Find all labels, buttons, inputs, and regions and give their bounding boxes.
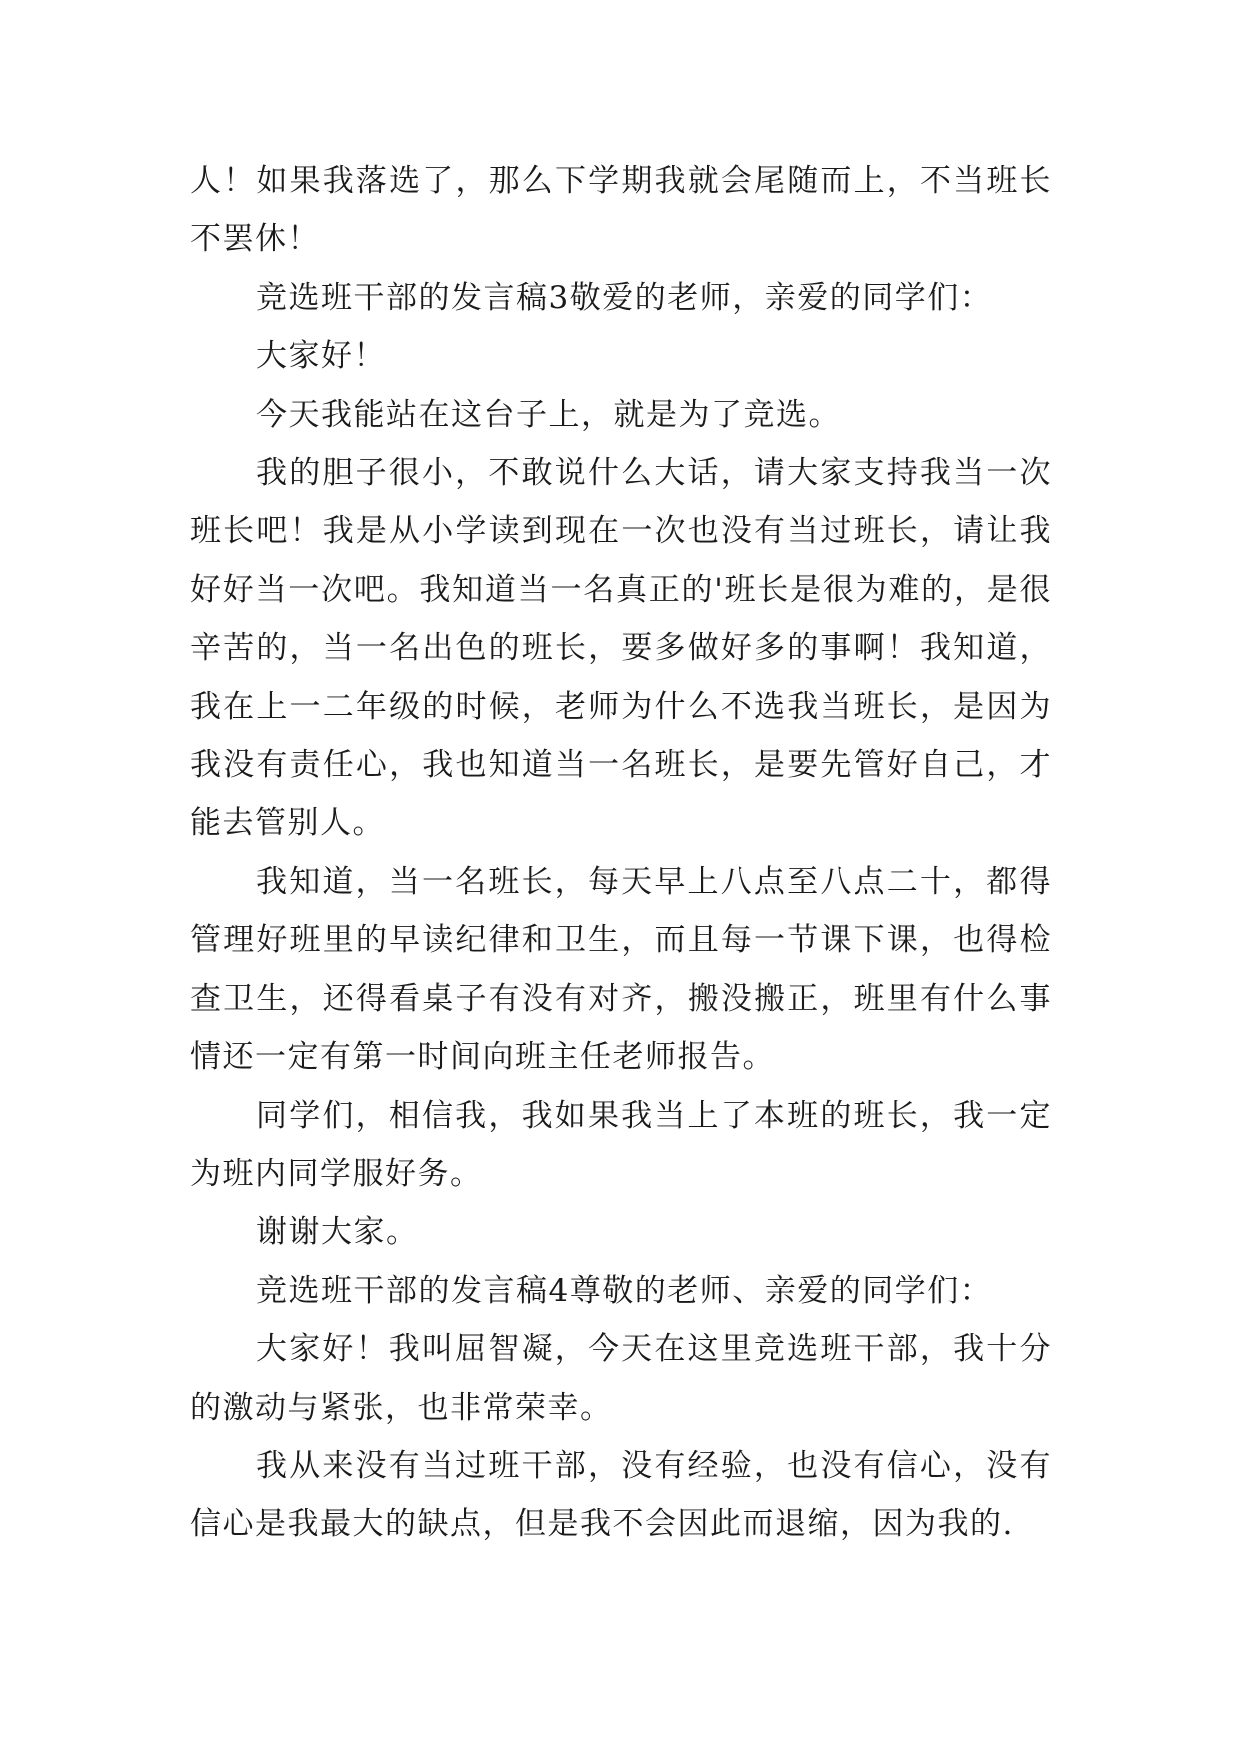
paragraph-7: 同学们，相信我，我如果我当上了本班的班长，我一定为班内同学服好务。 [190, 1097, 1052, 1192]
paragraph-11: 我从来没有当过班干部，没有经验，也没有信心，没有信心是我最大的缺点，但是我不会因此而退缩，因为我的. [190, 1447, 1052, 1543]
paragraph-10: 大家好！我叫屈智凝，今天在这里竞选班干部，我十分的激动与紧张，也非常荣幸。 [190, 1331, 1052, 1426]
paragraph-3-greeting: 大家好！ [256, 338, 386, 375]
paragraph-4: 今天我能站在这台子上，就是为了竞选。 [256, 396, 841, 433]
paragraph-5: 我的胆子很小，不敢说什么大话，请大家支持我当一次班长吧！我是从小学读到现在一次也没有当过班长，请让我好好当一次吧。我知道当一名真正的'班长是很为难的，是很辛苦的，当一名出色的班长，要多做好多的事啊！我知道，我在上一二年级的时候，老师为什么不选我当班长，是因为我没有责任心，我也知道当一名班长，是要先管好自己，才能去管别人。 [190, 455, 1052, 842]
paragraph-9-heading: 竞选班干部的发言稿4尊敬的老师、亲爱的同学们： [256, 1272, 993, 1309]
paragraph-8-thanks: 谢谢大家。 [256, 1214, 419, 1251]
paragraph-2-heading: 竞选班干部的发言稿3敬爱的老师，亲爱的同学们： [256, 279, 993, 316]
paragraph-1: 人！如果我落选了，那么下学期我就会尾随而上，不当班长不罢休！ [190, 163, 1052, 258]
paragraph-6: 我知道，当一名班长，每天早上八点至八点二十，都得管理好班里的早读纪律和卫生，而且每一节课下课，也得检查卫生，还得看桌子有没有对齐，搬没搬正，班里有什么事情还一定有第一时间向班主任老师报告。 [190, 863, 1052, 1076]
document-body [190, 152, 1052, 1554]
